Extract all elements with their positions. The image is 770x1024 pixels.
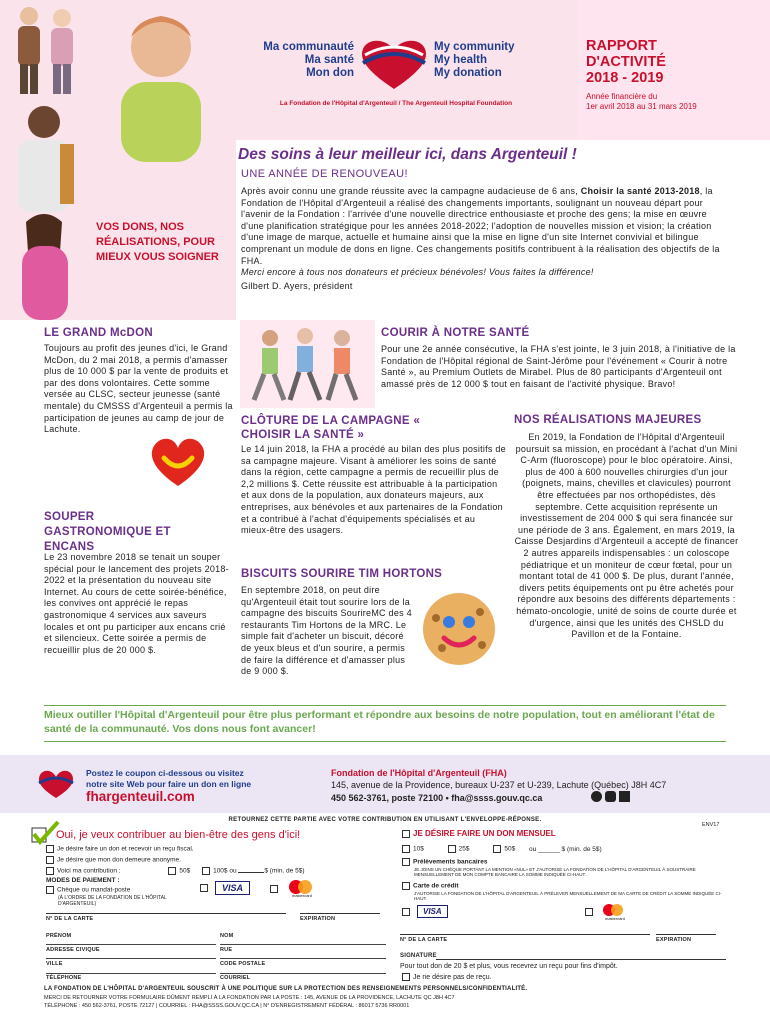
logo-text: My donation — [434, 67, 502, 79]
cloture-text: Le 14 juin 2018, la FHA a procédé au bilan des plus positifs de sa campagne majeure. Visant à améliorer les soins de santé dans la région, cette campagne a permis de recueillir plus de 2,2 millions $. Cette réussite est attribuable à la participation et aux dons de la population, aux donateurs majeurs, aux entreprises, aux bénévoles et aux partenaires de la Fondation et a contribué à l'achat d'équipements spécialisés et au mieux-être des usagers. — [241, 444, 506, 536]
amt-label: 50$ — [179, 867, 191, 875]
heart-logo-icon — [357, 33, 431, 93]
cheque-label: Chèque ou mandat-poste — [57, 886, 131, 894]
report-title-line: 2018 - 2019 — [586, 70, 664, 86]
intro-p1: Après avoir connu une grande réussite avec la campagne audacieuse de 6 ans, — [241, 186, 581, 196]
monthly-checkbox[interactable] — [402, 830, 410, 838]
signature-label: SIGNATURE — [400, 953, 437, 959]
facebook-icon[interactable] — [591, 791, 602, 802]
intro-thanks: Merci encore à tous nos donateurs et précieux bénévoles! Vous faites la différence! — [241, 267, 594, 278]
biscuits-text: En septembre 2018, on peut dire qu'Argenteuil était tout sourire lors de la campagne des biscuits SourireMC des 4 restaurants Tim Hortons de la MRC. Le simple fait d'acheter un biscuit, décoré de yeux bleus et d'un sourire, a permis de faire la différence et d'amasser plus de 9 000 $. — [241, 585, 412, 677]
visa-logo-icon: VISA — [417, 905, 448, 918]
nom-label: NOM — [220, 933, 234, 939]
code-postal-field[interactable] — [220, 973, 386, 974]
visa-monthly-checkbox[interactable] — [402, 908, 410, 916]
tagline: Des soins à leur meilleur ici, dans Argenteuil ! — [238, 146, 577, 163]
logo-en — [434, 41, 544, 80]
monthly-25-checkbox[interactable] — [448, 845, 456, 853]
expiration-label: EXPIRATION — [300, 916, 336, 922]
mission-banner: Mieux outiller l'Hôpital d'Argenteuil pour être plus performant et répondre aux besoins de notre population, tout en améliorant l'état de santé de la communauté. Vos dons nous font avancer! — [44, 709, 715, 735]
code-postal-label: CODE POSTALE — [220, 961, 266, 967]
souper-heading: SOUPER GASTRONOMIQUE ET ENCANS — [44, 511, 171, 553]
card-number-label: N° DE LA CARTE — [46, 916, 94, 922]
bank-withdrawal-checkbox[interactable] — [402, 858, 410, 866]
rue-label: RUE — [220, 947, 233, 953]
monthly-amounts — [402, 845, 722, 854]
return-note: RETOURNEZ CETTE PARTIE AVEC VOTRE CONTRIBUTION EN UTILISANT L'ENVELOPPE-RÉPONSE. — [228, 817, 542, 823]
report-title-line: D'ACTIVITÉ — [586, 54, 666, 70]
no-receipt-label: Je ne désire pas de reçu. — [413, 973, 492, 981]
cheque-option — [46, 886, 196, 907]
env-code: ENV17 — [702, 822, 720, 828]
fha-name: Fondation de l'Hôpital d'Argenteuil (FHA) — [331, 768, 507, 778]
social-icons — [591, 791, 630, 802]
side-title: VOS DONS, NOS RÉALISATIONS, POUR MIEUX VOUS SOIGNER — [96, 221, 219, 263]
mastercard-option-monthly — [585, 903, 630, 921]
prelev-note: JE JOINS UN CHÈQUE PORTANT LA MENTION «NUL» ET J'AUTORISE LA FONDATION DE L'HÔPITAL D'ARGENTEUIL À SOUSTRAIRE MENSUELLEMENT DE MON COMPTE BANCAIRE LA SOMME INDIQUÉE CI-HAUT. — [414, 866, 696, 878]
prenom-field[interactable] — [46, 944, 216, 945]
visa-logo-icon: VISA — [215, 881, 250, 895]
intro-signature: Gilbert D. Ayers, président — [241, 281, 353, 291]
visa-option-monthly — [402, 905, 448, 918]
mastercard-monthly-checkbox[interactable] — [585, 908, 593, 916]
heart-logo-icon — [36, 768, 76, 800]
fiscal-line: 1er avril 2018 au 31 mars 2019 — [586, 102, 697, 111]
monthly-50-checkbox[interactable] — [493, 845, 501, 853]
logo-text: Ma santé — [304, 54, 354, 66]
monthly-label: JE DÉSIRE FAIRE UN DON MENSUEL — [413, 829, 556, 838]
m-label: 25$ — [458, 845, 470, 853]
courir-text: Pour une 2e année consécutive, la FHA s'est jointe, le 3 juin 2018, à l'initiative de la Fondation de l'Hôpital régional de Saint-Jérôme pour l'événement « Courir à notre Santé », au Premium Outlets de Mirabel. Plus de 80 participants d'Argenteuil ont amassé près de 12 000 $ tout en faisant de l'activité physique. Bravo! — [381, 344, 736, 389]
visa-option — [200, 881, 250, 895]
contribution-checkbox[interactable] — [46, 867, 54, 875]
adresse-label: ADRESSE CIVIQUE — [46, 947, 100, 953]
report-title-line: RAPPORT — [586, 38, 657, 54]
footer-address: MERCI DE RETOURNER VOTRE FORMULAIRE DÛMENT REMPLI À LA FONDATION PAR LA POSTE : 145, AVENUE DE LA PROVIDENCE, LACHUTE QC J8H 4C7 — [44, 995, 455, 1001]
credit-card-option — [402, 882, 722, 902]
expiration-line-monthly[interactable] — [656, 934, 716, 935]
mastercard-logo-icon — [285, 879, 319, 899]
foundation-name: La Fondation de l'Hôpital d'Argenteuil / The Argenteuil Hospital Foundation — [279, 100, 513, 107]
prelev-label: Prélèvements bancaires — [413, 858, 488, 866]
privacy-note: LA FONDATION DE L'HÔPITAL D'ARGENTEUIL SOUSCRIT À UNE POLITIQUE SUR LA PROTECTION DES RENSEIGNEMENTS PERSONNELS/CONFIDENTIALITÉ. — [44, 986, 528, 992]
logo-text: My community — [434, 41, 515, 53]
report-title — [586, 38, 666, 86]
donation-options — [46, 845, 386, 878]
pregnant-woman-photo — [4, 212, 86, 320]
grand-mcdon-heading: LE GRAND McDON — [44, 327, 153, 339]
credit-note: J'AUTORISE LA FONDATION DE L'HÔPITAL D'ARGENTEUIL À PRÉLEVER MENSUELLEMENT DE MA CARTE DE CRÉDIT LA SOMME INDIQUÉE CI-HAUT. — [414, 890, 722, 902]
instagram-icon[interactable] — [605, 791, 616, 802]
opt-label: Je désire que mon don demeure anonyme. — [57, 856, 181, 864]
m-other-label: ou ______ $ (min. de 5$) — [529, 845, 602, 853]
payment-modes-label: MODES DE PAIEMENT : — [46, 877, 120, 884]
runners-photo — [240, 320, 375, 408]
mcdon-heart-icon — [146, 428, 210, 492]
souper-text: Le 23 novembre 2018 se tenait un souper spécial pour le lancement des projets 2018-2022 et la présentation du nouveau site Internet. Au cours de cette soirée-bénéfice, les convives ont apprécié le repas gastronomique 4 services aux saveurs locales et ont pu participer aux encans crié et silencieux. Cette soirée a permis de recueillir plus de 20 000 $. — [44, 552, 229, 655]
fha-address: 145, avenue de la Providence, bureaux U-237 et U-239, Lachute (Québec) J8H 4C7 — [331, 780, 667, 790]
expiration-line[interactable] — [300, 913, 380, 914]
monthly-heading — [402, 829, 556, 838]
mastercard-checkbox[interactable] — [270, 885, 278, 893]
other-amount-field[interactable] — [238, 872, 264, 873]
monthly-10-checkbox[interactable] — [402, 845, 410, 853]
intro-p1c: , la Fondation de l'Hôpital d'Argenteuil a réalisé des changements importants, soulignant un nouveau départ pour l'avenir de la Fondation : l'arrivée d'une nouvelle directrice enthousiaste et proche des gens; la mise en œuvre d'une planification stratégique pour les années 2018-2022; l'adoption de nouvelles mission et vision; la création d'une image de marque, actuelle et humaine ainsi que la mise en ligne d'un site Internet convivial et bilingue comprenant un module de dons en ligne. Ces changements positifs contribuent à la réalisation des objectifs de la FHA. — [241, 186, 720, 266]
cheque-checkbox[interactable] — [46, 886, 54, 894]
amount-100-checkbox[interactable] — [202, 867, 210, 875]
smile-cookie-icon — [420, 590, 498, 668]
amt-label: 100$ ou — [213, 867, 237, 875]
mastercard-logo-icon — [600, 903, 630, 921]
fiscal-year — [586, 92, 697, 112]
cloture-heading: CLÔTURE DE LA CAMPAGNE « CHOISIR LA SANTÉ » — [241, 415, 421, 441]
telephone-label: TÉLÉPHONE — [46, 975, 82, 981]
ville-field[interactable] — [46, 973, 216, 974]
receipt-checkbox[interactable] — [46, 845, 54, 853]
anonymous-checkbox[interactable] — [46, 856, 54, 864]
courir-heading: COURIR À NOTRE SANTÉ — [381, 327, 530, 339]
website-link[interactable]: fhargenteuil.com — [86, 789, 195, 804]
intro-heading: UNE ANNÉE DE RENOUVEAU! — [241, 168, 408, 180]
mastercard-option — [270, 879, 319, 899]
grand-mcdon-text: Toujours au profit des jeunes d'ici, le Grand McDon, du 2 mai 2018, a permis d'amasser plus de 10 000 $ par la vente de produits et par des dons volontaires. Cette somme versée au CLSC, secteur jeunesse (santé mentale) du CMSSS d'Argenteuil a permis la participation de jeunes au camp de jour de Lachute. — [44, 343, 233, 435]
logo-fr — [244, 41, 354, 80]
no-receipt-checkbox[interactable] — [402, 973, 410, 981]
elderly-couple-photo — [4, 2, 84, 97]
mastercard-label: mastercard — [604, 916, 625, 921]
logo-text: Mon don — [306, 67, 354, 79]
opt-label: Je désire faire un don et recevoir un reçu fiscal. — [57, 845, 194, 853]
realisations-text: En 2019, la Fondation de l'Hôpital d'Argenteuil poursuit sa mission, en procédant à l'achat d'un Mini C-Arm (fluoroscope) pour le bloc opératoire. Ainsi, plus de 400 à 600 nouvelles chirurgies d'un jour (poignets, mains, chevilles et clavicules) pourront être effectuées par nos orthopédistes, dès septembre. Cette acquisition représente un investissement de 204 000 $ qui sera financée sur une période de 3 ans. Également, en mars 2019, la Caisse Desjardins d'Argenteuil a accepté de financer 2 autres appareils indispensables : un coloscope pédiatrique et un moniteur de cœur fœtal, pour un montant total de 41 000 $. De plus, durant l'année, divers petits équipements ont pu être achetés pour répondre aux besoins des différents départements : hémato-oncologie, unité de soins de courte durée et d'urgence, ainsi que les unités des CHSLD du Pavillon et de la Fontaine. — [514, 432, 739, 640]
realisations-heading: NOS RÉALISATIONS MAJEURES — [514, 414, 702, 426]
rue-field[interactable] — [220, 958, 386, 959]
woman-photo — [86, 2, 236, 162]
bank-withdrawal-option — [402, 858, 722, 878]
banner-divider — [44, 741, 726, 742]
logo-text: My health — [434, 54, 488, 66]
expiration-label-monthly: EXPIRATION — [656, 937, 692, 943]
no-receipt-option — [402, 973, 492, 982]
credit-label: Carte de crédit — [413, 882, 459, 890]
amt-label: $ (min. de 5$) — [264, 867, 305, 875]
intro-campaign: Choisir la santé 2013-2018 — [580, 186, 700, 196]
fha-phone: 450 562-3761, poste 72100 • fha@ssss.gouv.qc.ca — [331, 793, 543, 803]
visa-checkbox[interactable] — [200, 884, 208, 892]
fiscal-line: Année financière du — [586, 92, 658, 101]
oui-heading: Oui, je veux contribuer au bien-être des gens d'ici! — [56, 829, 301, 841]
young-man-photo — [2, 100, 84, 212]
cheque-note: (À L'ORDRE DE LA FONDATION DE L'HÔPITAL D'ARGENTEUIL) — [58, 894, 167, 907]
amount-50-checkbox[interactable] — [168, 867, 176, 875]
nom-field[interactable] — [220, 944, 386, 945]
opt-label: Voici ma contribution : — [57, 867, 121, 875]
post-line: notre site Web pour faire un don en ligne — [86, 778, 252, 789]
post-line: Postez le coupon ci-dessous ou visitez — [86, 768, 244, 778]
logo-text: Ma communauté — [263, 41, 354, 53]
credit-card-checkbox[interactable] — [402, 882, 410, 890]
card-number-line-monthly[interactable] — [400, 934, 650, 935]
courriel-label: COURRIEL — [220, 975, 251, 981]
adresse-field[interactable] — [46, 958, 216, 959]
receipt-note: Pour tout don de 20 $ et plus, vous recevrez un reçu pour fins d'impôt. — [400, 963, 618, 970]
intro-text — [241, 186, 729, 279]
banner-divider — [44, 705, 726, 706]
name-fields — [46, 930, 386, 980]
ville-label: VILLE — [46, 961, 63, 967]
linkedin-icon[interactable] — [619, 791, 630, 802]
mastercard-label: mastercard — [291, 893, 312, 898]
signature-line[interactable] — [436, 959, 726, 960]
prenom-label: PRÉNOM — [46, 933, 72, 939]
biscuits-heading: BISCUITS SOURIRE TIM HORTONS — [241, 568, 443, 580]
m-label: 10$ — [413, 845, 424, 853]
post-coupon-text — [86, 768, 251, 789]
card-number-line[interactable] — [46, 913, 286, 914]
footer-contact: TÉLÉPHONE : 450 562-3761, POSTE 72127 | COURRIEL : FHA@SSSS.GOUV.QC.CA | N° D'ENREGISTREMENT FÉDÉRAL : 86017 5736 RR0001 — [44, 1003, 410, 1009]
card-number-label-monthly: N° DE LA CARTE — [400, 937, 448, 943]
m-label: 50$ — [504, 845, 516, 853]
